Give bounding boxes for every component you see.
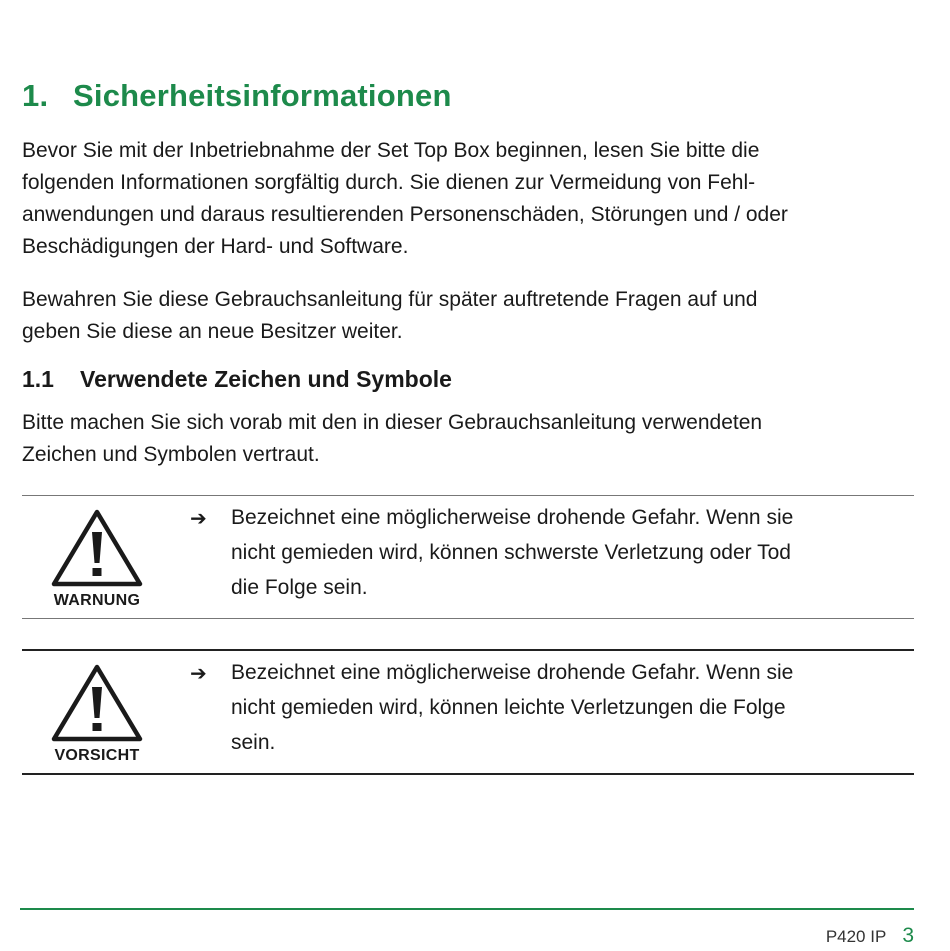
notice-label: VORSICHT: [54, 747, 140, 764]
notice-line: nicht gemieden wird, können schwerste Verletzung oder Tod: [231, 541, 791, 564]
subsection-number: 1.1: [22, 366, 54, 392]
arrow-right-icon: ➔: [190, 508, 207, 530]
section-number: 1.: [22, 78, 49, 113]
notice-line: die Folge sein.: [231, 576, 368, 599]
notice-line: Bezeichnet eine möglicherweise drohende Gefahr. Wenn sie: [231, 506, 794, 529]
page-footer: [826, 924, 914, 948]
intro-line: Beschädigungen der Hard- und Software.: [22, 235, 409, 258]
symbols-intro-line: Bitte machen Sie sich vorab mit den in dieser Gebrauchsanleitung verwendeten: [22, 411, 763, 434]
warning-triangle-icon: [50, 508, 144, 588]
notice-text: [231, 500, 921, 605]
notice-label: WARNUNG: [53, 592, 141, 609]
notice-line: Bezeichnet eine möglicherweise drohende Gefahr. Wenn sie: [231, 661, 794, 684]
section-heading: [22, 78, 452, 114]
notice-line: nicht gemieden wird, können leichte Verletzungen die Folge: [231, 696, 786, 719]
intro-paragraph: [22, 135, 914, 263]
subsection-heading: [22, 366, 452, 393]
notice-icon-cell: [38, 661, 156, 771]
subsection-title: Verwendete Zeichen und Symbole: [80, 366, 452, 392]
notice-icon-cell: [38, 506, 156, 616]
footer-divider: [20, 908, 914, 910]
keep-line: geben Sie diese an neue Besitzer weiter.: [22, 320, 403, 343]
notice-warning: [22, 495, 914, 619]
warning-triangle-icon: [50, 663, 144, 743]
keep-manual-paragraph: [22, 284, 914, 348]
keep-line: Bewahren Sie diese Gebrauchsanleitung für später auftretende Fragen auf und: [22, 288, 758, 311]
footer-model: P420 IP: [825, 927, 887, 946]
intro-line: folgenden Informationen sorgfältig durch. Sie dienen zur Vermeidung von Fehl-: [22, 171, 756, 194]
notice-caution: [22, 649, 914, 775]
notice-line: sein.: [231, 731, 276, 754]
intro-line: anwendungen und daraus resultierenden Personenschäden, Störungen und / oder: [22, 203, 788, 226]
symbols-intro-line: Zeichen und Symbolen vertraut.: [22, 443, 320, 466]
symbols-intro-paragraph: [22, 407, 914, 471]
intro-line: Bevor Sie mit der Inbetriebnahme der Set Top Box beginnen, lesen Sie bitte die: [22, 139, 760, 162]
arrow-right-icon: ➔: [190, 663, 207, 685]
section-title: Sicherheitsinformationen: [73, 78, 452, 113]
notice-text: [231, 655, 921, 760]
page-number: 3: [902, 924, 914, 947]
